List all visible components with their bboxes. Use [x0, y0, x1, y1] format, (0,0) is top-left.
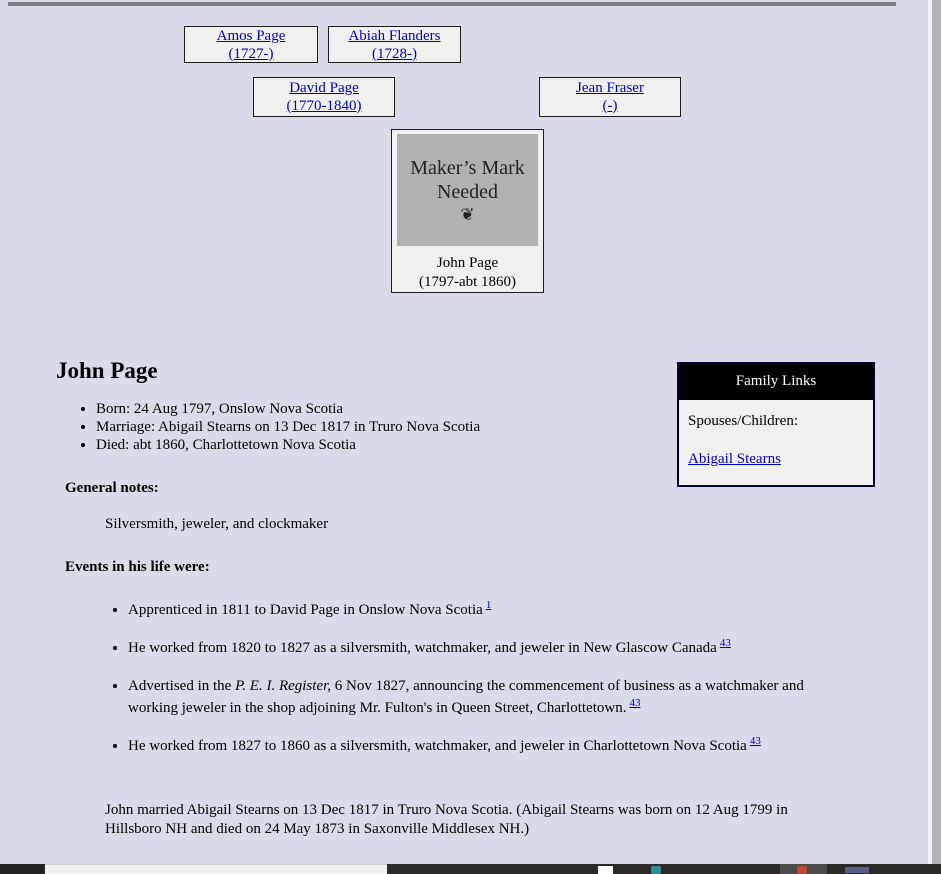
events-heading: Events in his life were:: [65, 559, 210, 575]
taskbar-app-icon[interactable]: [845, 867, 869, 873]
person-name-link[interactable]: David Page: [289, 80, 359, 96]
photo-caption: [397, 254, 538, 292]
fact-born: • Born: 24 Aug 1797, Onslow Nova Scotia: [96, 400, 905, 418]
taskbar-app-icon[interactable]: [651, 866, 661, 874]
taskbar-app-icon[interactable]: [598, 866, 613, 874]
ancestor-box-jean-fraser: [539, 77, 681, 117]
event-text: He worked from 1820 to 1827 as a silversmith, watchmaker, and jeweler in New Glascow Canada: [128, 640, 717, 656]
taskbar[interactable]: [0, 864, 941, 874]
person-years-link[interactable]: (1727-): [228, 45, 274, 62]
event-item: [128, 599, 853, 621]
event-text: Apprenticed in 1811 to David Page in Onslow Nova Scotia: [128, 602, 483, 618]
facts-list: [56, 400, 905, 454]
person-name-link[interactable]: Abiah Flanders: [348, 27, 441, 44]
family-links-title: Family Links: [679, 364, 873, 400]
makers-mark-ornament-icon: ❦: [460, 205, 475, 224]
person-years-link[interactable]: (1728-): [372, 45, 417, 62]
citation-link[interactable]: 43: [629, 697, 641, 709]
taskbar-window-segment[interactable]: [45, 864, 387, 874]
general-notes-heading: General notes:: [65, 480, 159, 496]
event-item: [128, 637, 853, 659]
citation-link[interactable]: 1: [485, 599, 492, 611]
person-name-link[interactable]: Jean Fraser: [576, 80, 644, 96]
spouses-children-label: Spouses/Children:: [688, 413, 799, 429]
fact-marriage: • Marriage: Abigail Stearns on 13 Dec 1817 in Truro Nova Scotia: [96, 418, 905, 436]
event-text: Advertised in the: [128, 678, 236, 694]
ancestor-box-amos-page: [184, 26, 318, 63]
makers-mark-placeholder-image: [397, 134, 538, 246]
events-list: [88, 599, 858, 757]
scrollbar[interactable]: [932, 0, 941, 874]
fact-died: • Died: abt 1860, Charlottetown Nova Scotia: [96, 436, 905, 454]
spouse-link-abigail-stearns[interactable]: Abigail Stearns: [688, 451, 781, 467]
taskbar-app-icon[interactable]: [797, 866, 807, 874]
horizontal-rule: [8, 2, 896, 6]
person-years-link[interactable]: (-): [602, 98, 618, 114]
ancestor-box-david-page: [253, 77, 395, 117]
event-item: [128, 735, 853, 757]
makers-mark-box: [391, 129, 544, 293]
event-text-italic: P. E. I. Register,: [235, 678, 332, 694]
taskbar-active-button[interactable]: [780, 864, 827, 874]
general-notes-text: Silversmith, jeweler, and clockmaker: [105, 516, 329, 532]
main-content: [0, 358, 905, 839]
ancestor-box-abiah-flanders: [328, 26, 461, 63]
photo-caption-years: (1797-abt 1860): [418, 274, 517, 290]
event-text: He worked from 1827 to 1860 as a silversmith, watchmaker, and jeweler in Charlottetown Nova Scotia: [128, 738, 747, 754]
person-name-link[interactable]: Amos Page: [216, 27, 286, 44]
event-item: [128, 675, 853, 719]
citation-link[interactable]: 43: [749, 735, 761, 747]
taskbar-start-segment[interactable]: [0, 864, 44, 874]
makers-mark-text: Maker’s Mark Needed: [410, 157, 525, 203]
person-years-link[interactable]: (1770-1840): [286, 98, 362, 114]
event-text: 6 Nov 1827, announcing the commencement of business as a watchmaker and working jeweler in the shop adjoining Mr. Fulton's in Queen Street, Charlottetown.: [128, 678, 804, 716]
marriage-note: John married Abigail Stearns on 13 Dec 1817 in Truro Nova Scotia. (Abigail Stearns was born on 12 Aug 1799 in Hillsboro NH and died on 24 May 1873 in Saxonville Middlesex NH.): [105, 802, 788, 837]
citation-link[interactable]: 43: [719, 637, 731, 649]
page-title: John Page: [56, 358, 158, 383]
photo-caption-name: John Page: [436, 255, 499, 271]
